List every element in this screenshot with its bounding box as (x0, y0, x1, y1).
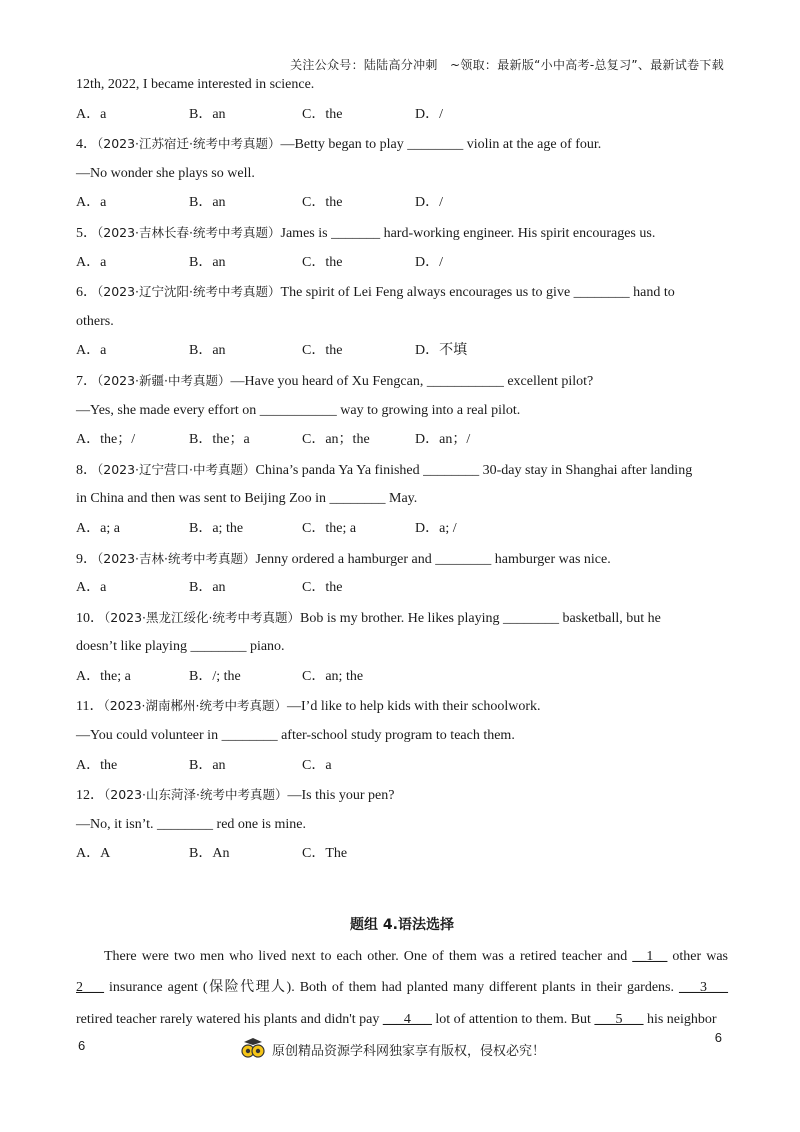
question-text: —Is this your pen? (287, 788, 395, 804)
option: B．An (189, 846, 230, 862)
page-header: 关注公众号：陆陆高分冲刺 ~领取：最新版“小中高考-总复习”、最新试卷下载 (290, 58, 724, 72)
option: A．a (76, 106, 107, 122)
option: D．/ (415, 195, 443, 211)
option: A．a (76, 580, 107, 596)
question-text: The spirit of Lei Feng always encourages us to give ________ hand to (280, 285, 675, 301)
question-text-line: doesn’t like playing ________ piano. (76, 639, 285, 655)
question-source: （2023·山东菏泽·统考中考真题） (104, 787, 288, 803)
question-number: 9． (76, 551, 97, 567)
question-source: （2023·辽宁沈阳·统考中考真题） (97, 284, 281, 300)
options-row (76, 751, 728, 781)
question-number: 4． (76, 137, 97, 153)
option: B．an (189, 254, 226, 270)
copyright-text: 原创精品资源学科网独家享有版权，侵权必究！ (272, 1043, 546, 1059)
option: D．an；/ (415, 432, 471, 448)
question-stem (76, 455, 728, 485)
option: C．the (302, 106, 343, 122)
paragraph-text: retired teacher rarely watered his plants and didn't pay (76, 1011, 383, 1027)
question-text-line: —Yes, she made every effort on ___________ way to growing into a real pilot. (76, 402, 521, 418)
blank-5: ___5___ (594, 1011, 644, 1027)
paragraph-text: his neighbor (643, 1011, 717, 1027)
page-footer (0, 1030, 800, 1060)
question-stem (76, 691, 728, 721)
option: B．a; the (189, 520, 244, 536)
question-list (76, 129, 728, 869)
option: C．the (302, 195, 343, 211)
question-source: （2023·吉林长春·统考中考真题） (97, 224, 281, 240)
option: B．an (189, 757, 226, 773)
question-stem (76, 603, 728, 633)
question-source: （2023·辽宁营口·中考真题） (97, 461, 256, 477)
option: B．an (189, 580, 226, 596)
option: D．a; / (415, 520, 457, 536)
question-source: （2023·江苏宿迁·统考中考真题） (97, 136, 281, 152)
option: C．the (302, 343, 343, 359)
option: A．A (76, 846, 111, 862)
question-source: （2023·吉林·统考中考真题） (97, 550, 256, 566)
option: D．/ (415, 254, 443, 270)
option: D．不填 (415, 343, 468, 359)
copyright-note (238, 1038, 545, 1060)
option: A．the; a (76, 668, 131, 684)
owl-logo-icon (238, 1038, 268, 1060)
option: B．an (189, 106, 226, 122)
question-source: （2023·黑龙江绥化·统考中考真题） (104, 609, 301, 625)
option: C．the (302, 580, 343, 596)
question-number: 5． (76, 225, 97, 241)
cloze-paragraph (76, 941, 728, 1036)
options-row (76, 514, 728, 544)
question-text-line: in China and then was sent to Beijing Zoo in ________ May. (76, 491, 418, 507)
option: A．the (76, 757, 118, 773)
options-row (76, 839, 728, 869)
option: A．a; a (76, 520, 120, 536)
blank-4: ___4___ (382, 1011, 432, 1027)
question-text-line: others. (76, 313, 114, 329)
question-continuation: 12th, 2022, I became interested in science. (76, 77, 315, 92)
paragraph-text: other was (667, 948, 728, 964)
question-number: 8． (76, 462, 97, 478)
question-text-line: —No wonder she plays so well. (76, 165, 255, 181)
option: C．the; a (302, 520, 357, 536)
options-row (76, 662, 728, 692)
question-text: —Betty began to play ________ violin at the age of four. (280, 137, 602, 153)
question-source: （2023·新疆·中考真题） (97, 372, 231, 388)
option: B．an (189, 343, 226, 359)
question-number: 6． (76, 285, 97, 301)
blank-3: ___3___ (679, 980, 728, 996)
options-row (76, 188, 728, 218)
question-stem (76, 218, 728, 248)
option: A．a (76, 254, 107, 270)
question-number: 7． (76, 373, 97, 389)
question-text: —Have you heard of Xu Fengcan, ___________ excellent pilot? (230, 373, 594, 389)
question-source: （2023·湖南郴州·统考中考真题） (103, 698, 287, 714)
question-stem (76, 780, 728, 810)
question-number: 11． (76, 699, 104, 715)
paragraph-text: There were two men who lived next to each other. One of them was a retired teacher and (104, 948, 633, 964)
options-row (76, 100, 728, 130)
options-row (76, 336, 728, 366)
question-stem (76, 277, 728, 307)
question-text-line: —You could volunteer in ________ after-school study program to teach them. (76, 728, 515, 744)
question-number: 12． (76, 788, 104, 804)
option: C．a (302, 757, 332, 773)
options-row (76, 425, 728, 455)
option: C．the (302, 254, 343, 270)
option: B．/; the (189, 668, 241, 684)
paragraph-text: insurance agent (保险代理人). Both of them had planted many different plants in their gardens. (104, 980, 679, 996)
question-text: China’s panda Ya Ya finished ________ 30-day stay in Shanghai after landing (255, 462, 693, 478)
page-number-left: 6 (78, 1038, 86, 1053)
option: D．/ (415, 106, 443, 122)
option: B．the；a (189, 432, 250, 448)
question-text: Jenny ordered a hamburger and ________ hamburger was nice. (255, 551, 611, 567)
section-title: 题组 4.语法选择 (350, 917, 454, 934)
question-stem (76, 129, 728, 159)
option: C．an; the (302, 668, 364, 684)
question-text: —I’d like to help kids with their schoolwork. (287, 699, 541, 715)
options-row (76, 573, 728, 603)
page-number-right: 6 (714, 1030, 722, 1045)
option: A．the；/ (76, 432, 136, 448)
question-text: Bob is my brother. He likes playing ________ basketball, but he (300, 610, 661, 626)
question-stem (76, 544, 728, 574)
option: C．an；the (302, 432, 370, 448)
page-content (76, 70, 728, 1035)
question-number: 10． (76, 610, 104, 626)
blank-1: __1__ (632, 948, 668, 964)
options-row (76, 248, 728, 278)
option: A．a (76, 343, 107, 359)
blank-2: 2___ (76, 980, 104, 996)
question-text: James is _______ hard-working engineer. His spirit encourages us. (280, 225, 656, 241)
option: A．a (76, 195, 107, 211)
paragraph-text: lot of attention to them. But (431, 1011, 595, 1027)
option: C．The (302, 846, 348, 862)
question-text-line: —No, it isn’t. ________ red one is mine. (76, 816, 306, 832)
question-stem (76, 366, 728, 396)
option: B．an (189, 195, 226, 211)
